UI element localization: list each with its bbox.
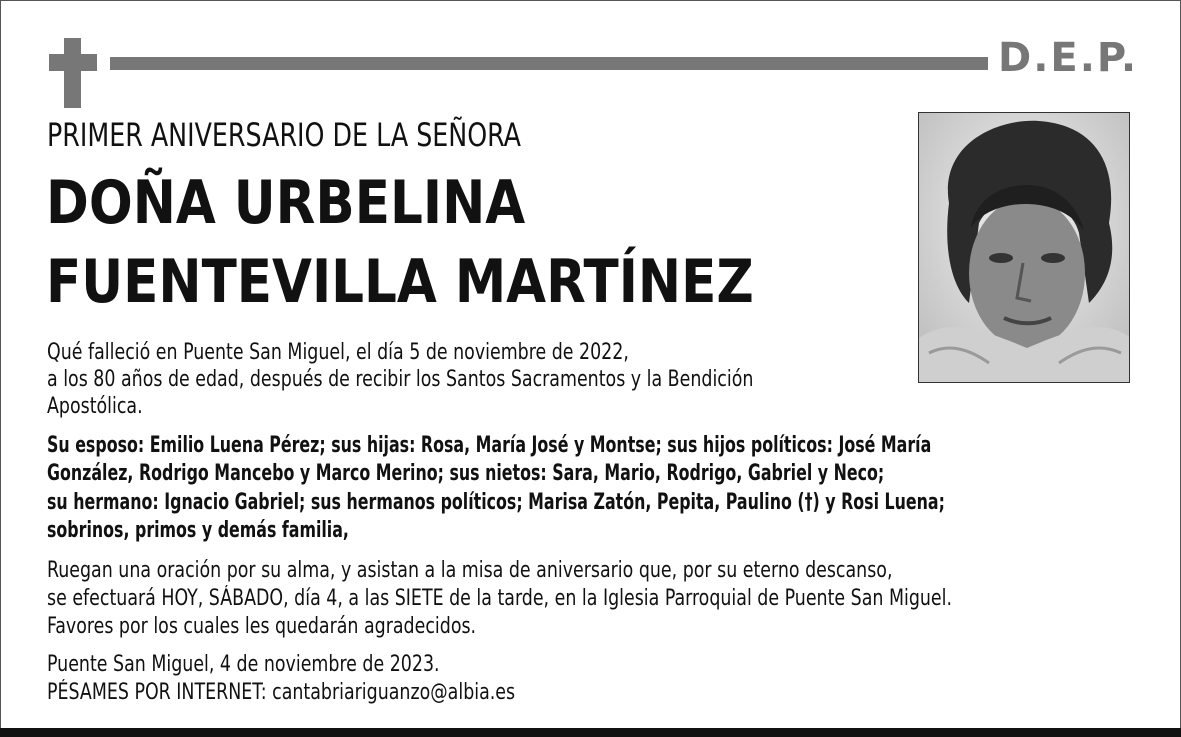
place-date: Puente San Miguel, 4 de noviembre de 2023. xyxy=(47,652,440,677)
mass-line-3: Favores por los cuales les quedarán agradecidos. xyxy=(47,614,477,639)
cross-icon xyxy=(64,38,81,108)
condolences-line: PÉSAMES POR INTERNET: cantabriariguanzo@albia.es xyxy=(47,680,516,705)
family-line-3: su hermano: Ignacio Gabriel; sus hermanos políticos; Marisa Zatón, Pepita, Paulino (†) y Rosi Luena; xyxy=(47,490,945,515)
mass-line-2: se efectuará HOY, SÁBADO, día 4, a las SIETE de la tarde, en la Iglesia Parroquial de Puente San Miguel. xyxy=(47,586,953,611)
header-rule xyxy=(110,57,988,70)
family-line-4: sobrinos, primos y demás familia, xyxy=(47,518,349,543)
death-line-1: Qué falleció en Puente San Miguel, el día 5 de noviembre de 2022, xyxy=(47,340,629,365)
deceased-portrait-photo xyxy=(918,112,1130,383)
bottom-border xyxy=(0,728,1181,737)
family-line-1: Su esposo: Emilio Luena Pérez; sus hijas: Rosa, María José y Montse; sus hijos políticos: José María xyxy=(47,433,932,458)
deceased-name-line-2: FUENTEVILLA MARTÍNEZ xyxy=(46,247,754,317)
death-line-2: a los 80 años de edad, después de recibir los Santos Sacramentos y la Bendición xyxy=(47,367,754,392)
dep-label: D.E.P. xyxy=(998,35,1139,81)
cross-icon-bar xyxy=(49,54,97,71)
death-line-3: Apostólica. xyxy=(47,394,143,419)
notice-subtitle: PRIMER ANIVERSARIO DE LA SEÑORA xyxy=(47,116,521,154)
family-line-2: González, Rodrigo Mancebo y Marco Merino; sus nietos: Sara, Mario, Rodrigo, Gabriel y Neco; xyxy=(47,461,885,486)
mass-line-1: Ruegan una oración por su alma, y asistan a la misa de aniversario que, por su eterno descanso, xyxy=(47,558,893,583)
deceased-name-line-1: DOÑA URBELINA xyxy=(46,168,526,238)
